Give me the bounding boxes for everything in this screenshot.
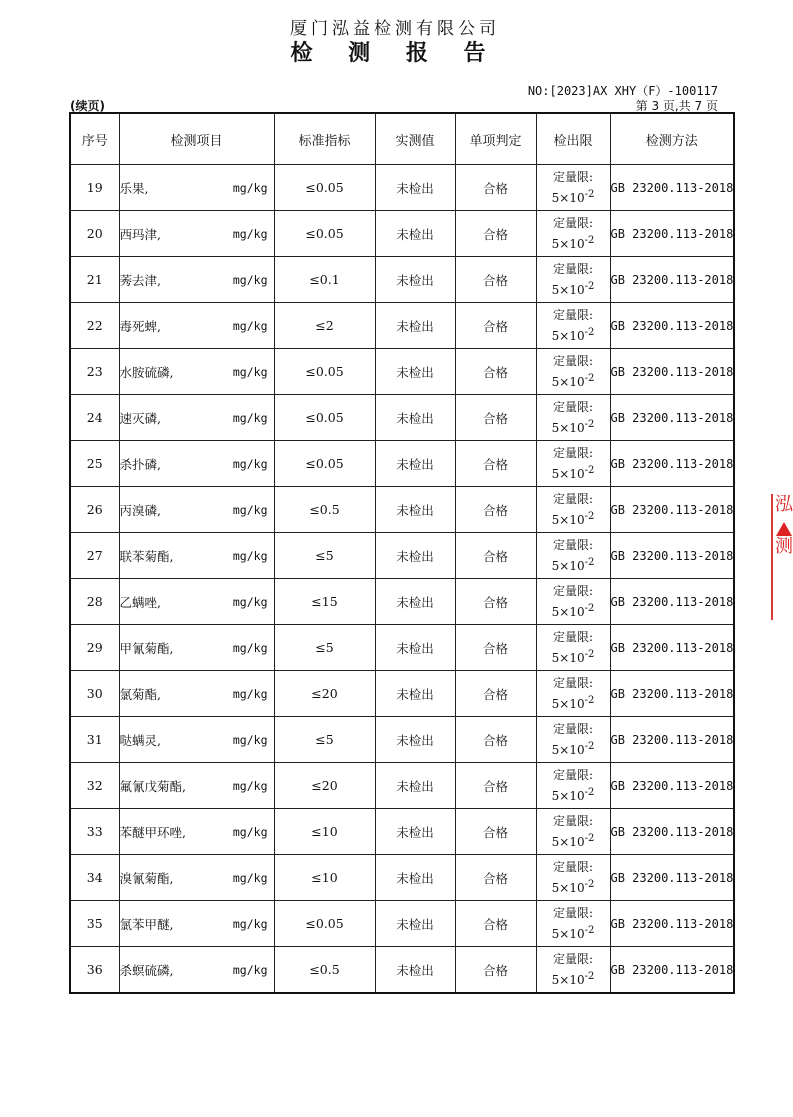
limit-exponent: -2 (584, 556, 595, 568)
test-method: GB 23200.113-2018 (610, 625, 734, 671)
test-item-unit: mg/kg (232, 824, 268, 839)
row-number: 32 (70, 763, 119, 809)
test-item-unit: mg/kg (232, 180, 268, 195)
judgment-value: 合格 (455, 395, 536, 441)
table-row (70, 763, 734, 809)
limit-value: 5×10 (551, 466, 585, 481)
limit-exponent: -2 (584, 188, 595, 200)
test-item-name: 丙溴磷, (119, 502, 161, 518)
test-method: GB 23200.113-2018 (610, 717, 734, 763)
limit-exponent: -2 (584, 878, 595, 890)
test-item-cell (119, 165, 274, 211)
detection-limit-cell (536, 855, 610, 901)
standard-value: ≤20 (274, 671, 375, 717)
detection-limit-cell (536, 257, 610, 303)
measured-value: 未检出 (375, 625, 455, 671)
test-item-cell (119, 809, 274, 855)
test-method: GB 23200.113-2018 (610, 579, 734, 625)
limit-exponent: -2 (584, 924, 595, 936)
limit-label: 定量限: (552, 491, 594, 506)
test-item-unit: mg/kg (232, 640, 268, 655)
judgment-value: 合格 (455, 441, 536, 487)
limit-label: 定量限: (552, 675, 594, 690)
report-number: NO:[2023]AX XHY（F）-100117 (527, 84, 718, 98)
limit-value: 5×10 (551, 374, 585, 389)
standard-value: ≤0.05 (274, 395, 375, 441)
test-item-name: 氟氰戊菊酯, (119, 778, 186, 794)
standard-value: ≤5 (274, 625, 375, 671)
limit-label: 定量限: (552, 307, 594, 322)
table-row (70, 257, 734, 303)
table-row (70, 395, 734, 441)
test-item-unit: mg/kg (232, 364, 268, 379)
limit-value-line (537, 876, 610, 897)
test-item-unit: mg/kg (232, 548, 268, 563)
test-method: GB 23200.113-2018 (610, 257, 734, 303)
limit-value: 5×10 (551, 972, 585, 987)
standard-value: ≤0.1 (274, 257, 375, 303)
measured-value: 未检出 (375, 257, 455, 303)
judgment-value: 合格 (455, 855, 536, 901)
detection-limit-cell (536, 625, 610, 671)
test-method: GB 23200.113-2018 (610, 211, 734, 257)
limit-value: 5×10 (551, 834, 585, 849)
limit-value-line (537, 738, 610, 759)
measured-value: 未检出 (375, 947, 455, 994)
seal-text-top: 泓 (775, 494, 793, 515)
limit-exponent: -2 (584, 280, 595, 292)
test-method: GB 23200.113-2018 (610, 947, 734, 994)
measured-value: 未检出 (375, 395, 455, 441)
test-item-unit: mg/kg (232, 318, 268, 333)
test-item-unit: mg/kg (232, 686, 268, 701)
col-header-item: 检测项目 (119, 113, 274, 165)
limit-value-line (537, 508, 610, 529)
limit-exponent: -2 (584, 970, 595, 982)
test-item-cell (119, 717, 274, 763)
test-item-name: 甲氰菊酯, (119, 640, 174, 656)
limit-value: 5×10 (551, 328, 585, 343)
test-item-name: 联苯菊酯, (119, 548, 174, 564)
standard-value: ≤5 (274, 717, 375, 763)
test-item-name: 西玛津, (119, 226, 161, 242)
test-item-unit: mg/kg (232, 732, 268, 747)
table-row (70, 165, 734, 211)
test-item-cell (119, 763, 274, 809)
col-header-judgment: 单项判定 (455, 113, 536, 165)
measured-value: 未检出 (375, 671, 455, 717)
detection-limit-cell (536, 671, 610, 717)
standard-value: ≤15 (274, 579, 375, 625)
test-item-cell (119, 671, 274, 717)
limit-value-line (537, 830, 610, 851)
star-icon (776, 522, 792, 536)
limit-exponent: -2 (584, 832, 595, 844)
limit-value-line (537, 600, 610, 621)
test-item-unit: mg/kg (232, 916, 268, 931)
continued-label: (续页) (70, 99, 105, 113)
judgment-value: 合格 (455, 763, 536, 809)
test-item-unit: mg/kg (232, 594, 268, 609)
test-item-cell (119, 441, 274, 487)
test-item-cell (119, 533, 274, 579)
test-item-unit: mg/kg (232, 410, 268, 425)
limit-value-line (537, 692, 610, 713)
row-number: 35 (70, 901, 119, 947)
test-item-name: 速灭磷, (119, 410, 161, 426)
table-row (70, 303, 734, 349)
judgment-value: 合格 (455, 257, 536, 303)
limit-exponent: -2 (584, 326, 595, 338)
measured-value: 未检出 (375, 809, 455, 855)
limit-value: 5×10 (551, 420, 585, 435)
standard-value: ≤0.05 (274, 441, 375, 487)
test-item-name: 莠去津, (119, 272, 161, 288)
test-method: GB 23200.113-2018 (610, 533, 734, 579)
table-row (70, 717, 734, 763)
detection-limit-cell (536, 303, 610, 349)
table-row (70, 809, 734, 855)
measured-value: 未检出 (375, 165, 455, 211)
col-header-standard: 标准指标 (274, 113, 375, 165)
test-item-unit: mg/kg (232, 502, 268, 517)
test-item-cell (119, 947, 274, 994)
limit-value: 5×10 (551, 236, 585, 251)
measured-value: 未检出 (375, 533, 455, 579)
measured-value: 未检出 (375, 349, 455, 395)
test-item-cell (119, 303, 274, 349)
row-number: 27 (70, 533, 119, 579)
measured-value: 未检出 (375, 579, 455, 625)
test-method: GB 23200.113-2018 (610, 349, 734, 395)
judgment-value: 合格 (455, 211, 536, 257)
test-item-cell (119, 257, 274, 303)
row-number: 25 (70, 441, 119, 487)
judgment-value: 合格 (455, 625, 536, 671)
col-header-no: 序号 (70, 113, 119, 165)
limit-value: 5×10 (551, 512, 585, 527)
judgment-value: 合格 (455, 901, 536, 947)
limit-label: 定量限: (552, 169, 594, 184)
limit-label: 定量限: (552, 261, 594, 276)
limit-label: 定量限: (552, 583, 594, 598)
limit-label: 定量限: (552, 951, 594, 966)
limit-value-line (537, 784, 610, 805)
judgment-value: 合格 (455, 165, 536, 211)
test-method: GB 23200.113-2018 (610, 441, 734, 487)
test-item-cell (119, 855, 274, 901)
measured-value: 未检出 (375, 763, 455, 809)
limit-label: 定量限: (552, 767, 594, 782)
test-item-cell (119, 625, 274, 671)
measured-value: 未检出 (375, 441, 455, 487)
measured-value: 未检出 (375, 487, 455, 533)
test-item-unit: mg/kg (232, 962, 268, 977)
limit-exponent: -2 (584, 694, 595, 706)
row-number: 26 (70, 487, 119, 533)
report-title: 检 测 报 告 (290, 40, 500, 66)
limit-label: 定量限: (552, 353, 594, 368)
limit-value-line (537, 324, 610, 345)
row-number: 30 (70, 671, 119, 717)
test-method: GB 23200.113-2018 (610, 901, 734, 947)
table-row (70, 533, 734, 579)
row-number: 36 (70, 947, 119, 994)
limit-value: 5×10 (551, 650, 585, 665)
limit-value-line (537, 462, 610, 483)
standard-value: ≤0.5 (274, 487, 375, 533)
measured-value: 未检出 (375, 717, 455, 763)
test-item-name: 氯苯甲醚, (119, 916, 174, 932)
test-method: GB 23200.113-2018 (610, 395, 734, 441)
row-number: 28 (70, 579, 119, 625)
row-number: 31 (70, 717, 119, 763)
row-number: 29 (70, 625, 119, 671)
results-table (69, 112, 735, 994)
test-item-name: 水胺硫磷, (119, 364, 174, 380)
test-method: GB 23200.113-2018 (610, 763, 734, 809)
detection-limit-cell (536, 211, 610, 257)
limit-label: 定量限: (552, 537, 594, 552)
detection-limit-cell (536, 441, 610, 487)
judgment-value: 合格 (455, 303, 536, 349)
test-item-name: 哒螨灵, (119, 732, 161, 748)
standard-value: ≤0.05 (274, 211, 375, 257)
col-header-method: 检测方法 (610, 113, 734, 165)
test-method: GB 23200.113-2018 (610, 809, 734, 855)
limit-value-line (537, 278, 610, 299)
judgment-value: 合格 (455, 717, 536, 763)
standard-value: ≤10 (274, 855, 375, 901)
red-seal-stamp (771, 494, 792, 620)
limit-label: 定量限: (552, 629, 594, 644)
table-row (70, 947, 734, 994)
judgment-value: 合格 (455, 947, 536, 994)
limit-exponent: -2 (584, 234, 595, 246)
limit-label: 定量限: (552, 215, 594, 230)
standard-value: ≤0.05 (274, 165, 375, 211)
col-header-measured: 实测值 (375, 113, 455, 165)
standard-value: ≤5 (274, 533, 375, 579)
test-item-cell (119, 349, 274, 395)
detection-limit-cell (536, 717, 610, 763)
table-row (70, 901, 734, 947)
test-item-name: 杀螟硫磷, (119, 962, 174, 978)
detection-limit-cell (536, 487, 610, 533)
standard-value: ≤10 (274, 809, 375, 855)
table-row (70, 671, 734, 717)
limit-value-line (537, 370, 610, 391)
detection-limit-cell (536, 763, 610, 809)
detection-limit-cell (536, 349, 610, 395)
limit-value: 5×10 (551, 282, 585, 297)
limit-exponent: -2 (584, 648, 595, 660)
standard-value: ≤0.5 (274, 947, 375, 994)
limit-value: 5×10 (551, 788, 585, 803)
row-number: 33 (70, 809, 119, 855)
limit-value-line (537, 646, 610, 667)
table-row (70, 211, 734, 257)
limit-value: 5×10 (551, 190, 585, 205)
limit-exponent: -2 (584, 418, 595, 430)
limit-label: 定量限: (552, 905, 594, 920)
detection-limit-cell (536, 947, 610, 994)
standard-value: ≤20 (274, 763, 375, 809)
page-info: 第 3 页,共 7 页 (635, 99, 718, 113)
row-number: 34 (70, 855, 119, 901)
test-method: GB 23200.113-2018 (610, 165, 734, 211)
limit-label: 定量限: (552, 445, 594, 460)
test-item-name: 杀扑磷, (119, 456, 161, 472)
limit-value-line (537, 922, 610, 943)
limit-label: 定量限: (552, 399, 594, 414)
limit-label: 定量限: (552, 859, 594, 874)
limit-value: 5×10 (551, 604, 585, 619)
limit-value: 5×10 (551, 880, 585, 895)
detection-limit-cell (536, 395, 610, 441)
table-row (70, 349, 734, 395)
limit-exponent: -2 (584, 510, 595, 522)
row-number: 19 (70, 165, 119, 211)
limit-label: 定量限: (552, 813, 594, 828)
standard-value: ≤0.05 (274, 901, 375, 947)
judgment-value: 合格 (455, 533, 536, 579)
limit-value-line (537, 416, 610, 437)
test-item-unit: mg/kg (232, 870, 268, 885)
test-item-cell (119, 579, 274, 625)
row-number: 24 (70, 395, 119, 441)
limit-exponent: -2 (584, 740, 595, 752)
judgment-value: 合格 (455, 809, 536, 855)
limit-value: 5×10 (551, 742, 585, 757)
table-row (70, 487, 734, 533)
detection-limit-cell (536, 579, 610, 625)
table-row (70, 625, 734, 671)
seal-text-bottom: 测 (775, 536, 793, 557)
detection-limit-cell (536, 165, 610, 211)
limit-value: 5×10 (551, 926, 585, 941)
limit-exponent: -2 (584, 372, 595, 384)
measured-value: 未检出 (375, 855, 455, 901)
col-header-limit: 检出限 (536, 113, 610, 165)
judgment-value: 合格 (455, 579, 536, 625)
test-method: GB 23200.113-2018 (610, 487, 734, 533)
test-item-cell (119, 395, 274, 441)
detection-limit-cell (536, 533, 610, 579)
standard-value: ≤0.05 (274, 349, 375, 395)
test-item-cell (119, 901, 274, 947)
limit-value-line (537, 232, 610, 253)
row-number: 21 (70, 257, 119, 303)
limit-exponent: -2 (584, 786, 595, 798)
standard-value: ≤2 (274, 303, 375, 349)
test-item-unit: mg/kg (232, 456, 268, 471)
table-row (70, 441, 734, 487)
company-name: 厦门泓益检测有限公司 (290, 19, 500, 39)
judgment-value: 合格 (455, 487, 536, 533)
measured-value: 未检出 (375, 211, 455, 257)
limit-label: 定量限: (552, 721, 594, 736)
detection-limit-cell (536, 901, 610, 947)
test-item-name: 氯菊酯, (119, 686, 161, 702)
test-item-cell (119, 211, 274, 257)
row-number: 22 (70, 303, 119, 349)
limit-value-line (537, 968, 610, 989)
test-item-name: 溴氰菊酯, (119, 870, 174, 886)
judgment-value: 合格 (455, 349, 536, 395)
test-item-name: 乙螨唑, (119, 594, 161, 610)
limit-value: 5×10 (551, 696, 585, 711)
test-item-unit: mg/kg (232, 272, 268, 287)
limit-value-line (537, 554, 610, 575)
row-number: 20 (70, 211, 119, 257)
limit-exponent: -2 (584, 464, 595, 476)
table-header-row (70, 113, 734, 165)
row-number: 23 (70, 349, 119, 395)
limit-exponent: -2 (584, 602, 595, 614)
measured-value: 未检出 (375, 303, 455, 349)
table-row (70, 855, 734, 901)
test-method: GB 23200.113-2018 (610, 855, 734, 901)
test-item-name: 毒死蜱, (119, 318, 161, 334)
test-item-name: 苯醚甲环唑, (119, 824, 186, 840)
test-method: GB 23200.113-2018 (610, 303, 734, 349)
limit-value-line (537, 186, 610, 207)
test-item-name: 乐果, (119, 180, 149, 196)
detection-limit-cell (536, 809, 610, 855)
limit-value: 5×10 (551, 558, 585, 573)
judgment-value: 合格 (455, 671, 536, 717)
test-item-cell (119, 487, 274, 533)
measured-value: 未检出 (375, 901, 455, 947)
test-item-unit: mg/kg (232, 226, 268, 241)
test-item-unit: mg/kg (232, 778, 268, 793)
test-method: GB 23200.113-2018 (610, 671, 734, 717)
table-row (70, 579, 734, 625)
